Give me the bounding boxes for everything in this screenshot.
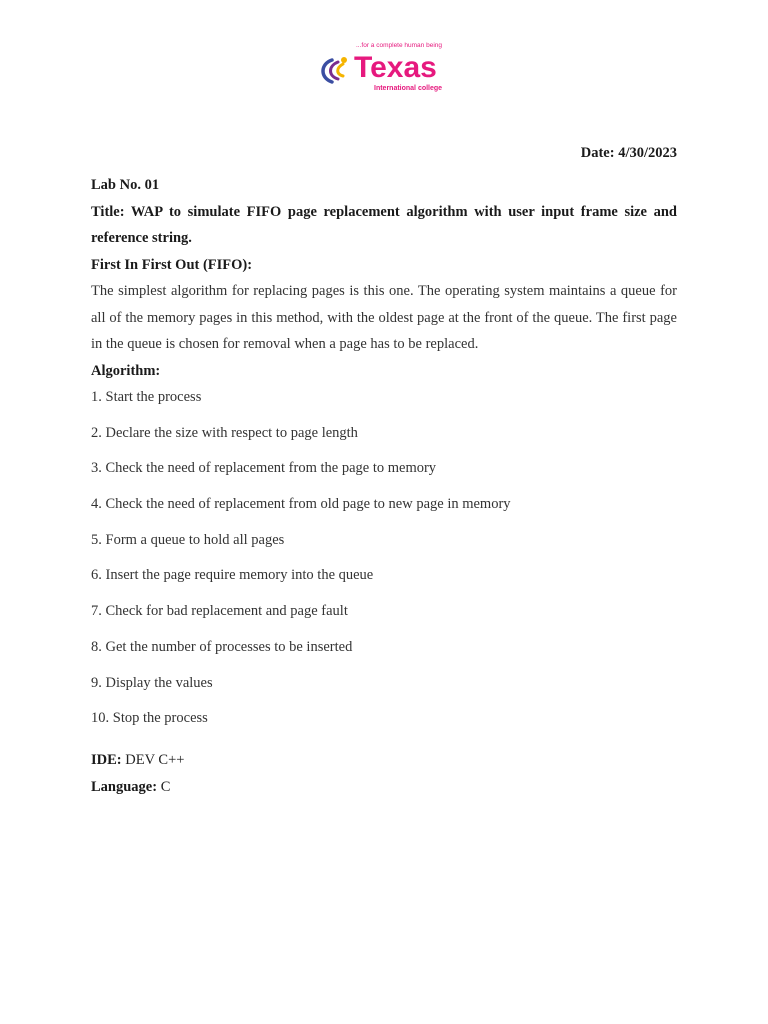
algorithm-step: 5. Form a queue to hold all pages: [91, 531, 285, 548]
algorithm-step: 9. Display the values: [91, 674, 213, 691]
algorithm-step: 8. Get the number of processes to be inserted: [91, 638, 353, 655]
algorithm-step: 6. Insert the page require memory into the queue: [91, 567, 374, 584]
algorithm-step: 1. Start the process: [91, 389, 202, 405]
ide-value: DEV C++: [121, 751, 185, 768]
college-logo: [318, 38, 450, 98]
ide-line: [91, 747, 677, 774]
section-heading: First In First Out (FIFO):: [91, 256, 253, 273]
logo-tagline: ...for a complete human being: [356, 42, 442, 49]
algorithm-step: 3. Check the need of replacement from the page to memory: [91, 460, 437, 477]
language-line: [91, 774, 677, 801]
algorithm-step: 7. Check for bad replacement and page fault: [91, 603, 348, 620]
lab-date: Date: 4/30/2023: [580, 145, 677, 161]
algorithm-step: 4. Check the need of replacement from old page to new page in memory: [91, 496, 511, 513]
logo-subtitle: International college: [374, 85, 443, 92]
logo-name: Texas: [354, 51, 437, 84]
language-label: Language:: [91, 778, 158, 795]
lab-content: [91, 172, 677, 801]
ide-label: IDE:: [91, 751, 122, 768]
texas-logo-graphic: [318, 38, 450, 98]
algorithm-heading: Algorithm:: [91, 362, 161, 379]
lab-title: Title: WAP to simulate FIFO page replacement algorithm with user input frame size and reference string.: [91, 203, 677, 246]
algorithm-steps: [91, 384, 677, 741]
algorithm-step: 10. Stop the process: [91, 710, 208, 727]
environment-info: [91, 747, 677, 801]
lab-number: Lab No. 01: [91, 177, 160, 193]
fifo-description: The simplest algorithm for replacing pages is this one. The operating system maintains a queue for all of the memory pages in this method, with the oldest page at the front of the queue. The first page in the queue is chosen for removal when a page has to be replaced.: [91, 283, 677, 352]
language-value: C: [157, 778, 171, 795]
algorithm-step: 2. Declare the size with respect to page length: [91, 424, 358, 441]
